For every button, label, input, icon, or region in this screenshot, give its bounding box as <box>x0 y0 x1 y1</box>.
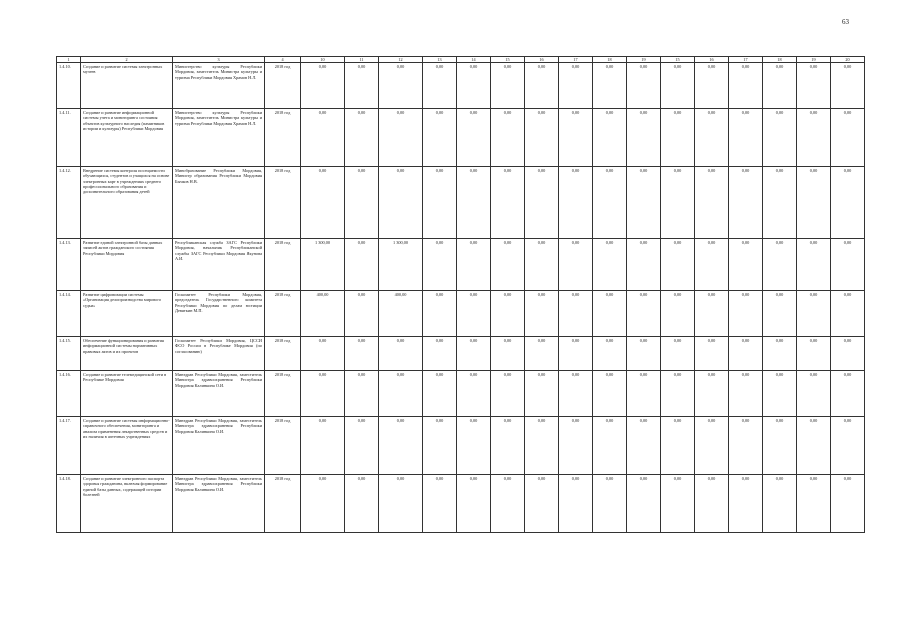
row-value-cell: 0,00 <box>457 417 491 475</box>
row-value-cell: 0,00 <box>491 371 525 417</box>
row-value-cell: 0,00 <box>457 337 491 371</box>
row-value-cell: 0,00 <box>423 109 457 167</box>
row-activity-name: Создание и развитие системы электронных музеев <box>81 63 173 109</box>
row-value-cell: 0,00 <box>831 63 865 109</box>
row-value-cell: 0,00 <box>345 291 379 337</box>
row-value-cell: 0,00 <box>559 475 593 533</box>
row-value-cell: 0,00 <box>525 291 559 337</box>
row-value-cell: 0,00 <box>559 291 593 337</box>
row-value-cell: 0,00 <box>797 239 831 291</box>
row-year: 2018 год <box>265 239 301 291</box>
row-value-cell: 0,00 <box>593 167 627 239</box>
row-value-cell: 0,00 <box>593 337 627 371</box>
row-value-cell: 0,00 <box>627 337 661 371</box>
row-activity-name: Внедрение системы контроля посещаемости обучающихся, студентов и учащихся на основе электронных карт в учреждениях среднего профессионального образования и дополнительного образования детей <box>81 167 173 239</box>
row-responsible: Минздрав Республики Мордовия, заместитель Министра здравоохранения Республики Мордовия Калинкина О.И. <box>173 371 265 417</box>
table-row <box>57 475 865 533</box>
row-responsible: Республиканская служба ЗАГС Республики Мордовия, начальник Республиканской службы ЗАГС Республики Мордовия Якунова А.И. <box>173 239 265 291</box>
column-number-cell: 11 <box>345 57 379 63</box>
row-value-cell: 0,00 <box>301 475 345 533</box>
row-code: 1.4.17. <box>57 417 81 475</box>
row-value-cell: 0,00 <box>627 291 661 337</box>
row-value-cell: 0,00 <box>457 371 491 417</box>
row-value-cell: 0,00 <box>797 109 831 167</box>
row-value-cell: 0,00 <box>797 475 831 533</box>
row-value-cell: 0,00 <box>301 417 345 475</box>
row-value-cell: 0,00 <box>559 167 593 239</box>
row-value-cell: 0,00 <box>695 63 729 109</box>
column-number-cell: 15 <box>491 57 525 63</box>
row-value-cell: 0,00 <box>593 63 627 109</box>
row-value-cell: 0,00 <box>301 63 345 109</box>
row-responsible: Минобразование Республики Мордовия, Министр образования Республики Мордовия Бычков Н.В. <box>173 167 265 239</box>
row-value-cell: 0,00 <box>525 417 559 475</box>
row-value-cell: 0,00 <box>345 475 379 533</box>
table-row <box>57 417 865 475</box>
row-value-cell: 0,00 <box>423 239 457 291</box>
row-value-cell: 0,00 <box>661 475 695 533</box>
row-activity-name: Создание и развитие системы информационно-справочного обеспечения, мониторинга и анализа применения лекарственных средств и их наличия в аптечных учреждениях <box>81 417 173 475</box>
row-value-cell: 0,00 <box>379 371 423 417</box>
row-year: 2018 год <box>265 417 301 475</box>
row-year: 2018 год <box>265 475 301 533</box>
table-row <box>57 337 865 371</box>
row-responsible: Госкомитет Республики Мордовия, председатель Государственного комитета Республики Мордовия по делам юстиции Девяткин М.П. <box>173 291 265 337</box>
row-value-cell: 0,00 <box>559 109 593 167</box>
row-value-cell: 0,00 <box>423 475 457 533</box>
row-value-cell: 0,00 <box>831 109 865 167</box>
row-value-cell: 0,00 <box>559 239 593 291</box>
row-value-cell: 0,00 <box>423 371 457 417</box>
row-value-cell: 0,00 <box>559 417 593 475</box>
row-value-cell: 0,00 <box>559 371 593 417</box>
table-row <box>57 167 865 239</box>
row-value-cell: 0,00 <box>457 475 491 533</box>
row-code: 1.4.16. <box>57 371 81 417</box>
row-value-cell: 0,00 <box>423 167 457 239</box>
column-number-cell: 18 <box>593 57 627 63</box>
table-row <box>57 63 865 109</box>
row-year: 2018 год <box>265 167 301 239</box>
row-responsible: Госкомитет Республики Мордовия, ЦССИ ФСО России в Республике Мордовия (по согласованию) <box>173 337 265 371</box>
row-value-cell: 0,00 <box>379 417 423 475</box>
row-value-cell: 0,00 <box>525 109 559 167</box>
row-value-cell: 0,00 <box>797 291 831 337</box>
row-value-cell: 0,00 <box>695 417 729 475</box>
row-value-cell: 0,00 <box>345 239 379 291</box>
table-row <box>57 109 865 167</box>
row-value-cell: 0,00 <box>831 239 865 291</box>
row-value-cell: 0,00 <box>763 337 797 371</box>
row-value-cell: 0,00 <box>301 109 345 167</box>
row-value-cell: 0,00 <box>695 371 729 417</box>
row-activity-name: Создание и развитие телемедицинской сети в Республике Мордовия <box>81 371 173 417</box>
row-value-cell: 0,00 <box>593 371 627 417</box>
row-value-cell: 0,00 <box>593 239 627 291</box>
row-responsible: Минздрав Республики Мордовия, заместитель Министра здравоохранения Республики Мордовия Калинкина О.И. <box>173 417 265 475</box>
row-value-cell: 0,00 <box>627 109 661 167</box>
row-value-cell: 0,00 <box>379 109 423 167</box>
row-value-cell: 0,00 <box>491 109 525 167</box>
row-code: 1.4.15. <box>57 337 81 371</box>
row-value-cell: 0,00 <box>763 167 797 239</box>
row-value-cell: 0,00 <box>729 371 763 417</box>
row-value-cell: 0,00 <box>457 291 491 337</box>
column-number-cell: 2 <box>81 57 173 63</box>
row-value-cell: 0,00 <box>379 63 423 109</box>
row-value-cell: 0,00 <box>345 109 379 167</box>
column-number-cell: 20 <box>831 57 865 63</box>
row-year: 2018 год <box>265 371 301 417</box>
column-number-cell: 18 <box>763 57 797 63</box>
row-value-cell: 0,00 <box>763 239 797 291</box>
row-value-cell: 0,00 <box>831 167 865 239</box>
row-value-cell: 0,00 <box>729 167 763 239</box>
row-activity-name: Развитие цифровизации системы «Организация делопроизводства мирового судьи» <box>81 291 173 337</box>
row-value-cell: 0,00 <box>525 63 559 109</box>
row-value-cell: 0,00 <box>627 371 661 417</box>
row-value-cell: 0,00 <box>831 291 865 337</box>
column-number-cell: 13 <box>423 57 457 63</box>
row-value-cell: 0,00 <box>491 167 525 239</box>
column-number-cell: 19 <box>797 57 831 63</box>
row-value-cell: 0,00 <box>301 167 345 239</box>
row-year: 2018 год <box>265 291 301 337</box>
table-row <box>57 371 865 417</box>
row-value-cell: 0,00 <box>423 337 457 371</box>
row-value-cell: 0,00 <box>763 291 797 337</box>
row-value-cell: 0,00 <box>491 337 525 371</box>
row-responsible: Министерство культуры Республики Мордовия, заместитель Министра культуры и туризма Республики Мордовия Храмов Н.Л. <box>173 109 265 167</box>
row-value-cell: 0,00 <box>379 475 423 533</box>
row-value-cell: 0,00 <box>695 109 729 167</box>
row-value-cell: 0,00 <box>301 337 345 371</box>
row-code: 1.4.12. <box>57 167 81 239</box>
row-value-cell: 0,00 <box>627 63 661 109</box>
row-code: 1.4.10. <box>57 63 81 109</box>
row-value-cell: 0,00 <box>345 417 379 475</box>
row-value-cell: 0,00 <box>457 239 491 291</box>
row-value-cell: 0,00 <box>457 63 491 109</box>
row-value-cell: 0,00 <box>729 239 763 291</box>
row-value-cell: 0,00 <box>797 371 831 417</box>
column-number-cell: 12 <box>379 57 423 63</box>
column-number-cell: 14 <box>457 57 491 63</box>
row-value-cell: 0,00 <box>559 337 593 371</box>
row-value-cell: 0,00 <box>661 167 695 239</box>
row-value-cell: 0,00 <box>345 63 379 109</box>
row-value-cell: 0,00 <box>661 63 695 109</box>
row-value-cell: 0,00 <box>763 417 797 475</box>
row-activity-name: Создание и развитие информационной системы учета и мониторинга состояния объектов культурного наследия (памятников истории и культуры) Республики Мордовия <box>81 109 173 167</box>
row-value-cell: 0,00 <box>797 337 831 371</box>
row-value-cell: 0,00 <box>831 371 865 417</box>
row-value-cell: 400,00 <box>301 291 345 337</box>
row-value-cell: 0,00 <box>423 291 457 337</box>
row-value-cell: 0,00 <box>491 239 525 291</box>
row-year: 2018 год <box>265 337 301 371</box>
row-value-cell: 0,00 <box>695 167 729 239</box>
row-value-cell: 0,00 <box>593 475 627 533</box>
row-activity-name: Обеспечение функционирования и развития информационной системы нормативных правовых актов и их проектов <box>81 337 173 371</box>
row-value-cell: 0,00 <box>627 167 661 239</box>
row-value-cell: 0,00 <box>423 417 457 475</box>
row-value-cell: 0,00 <box>831 417 865 475</box>
row-value-cell: 0,00 <box>379 167 423 239</box>
row-value-cell: 0,00 <box>379 337 423 371</box>
row-value-cell: 0,00 <box>491 291 525 337</box>
row-value-cell: 0,00 <box>729 291 763 337</box>
column-number-cell: 3 <box>173 57 265 63</box>
row-value-cell: 0,00 <box>661 417 695 475</box>
row-value-cell: 0,00 <box>345 167 379 239</box>
row-code: 1.4.13. <box>57 239 81 291</box>
column-number-cell: 19 <box>627 57 661 63</box>
row-value-cell: 0,00 <box>729 475 763 533</box>
row-value-cell: 0,00 <box>797 63 831 109</box>
row-value-cell: 400,00 <box>379 291 423 337</box>
row-value-cell: 0,00 <box>661 371 695 417</box>
row-value-cell: 0,00 <box>661 239 695 291</box>
row-value-cell: 0,00 <box>763 63 797 109</box>
table-row <box>57 239 865 291</box>
column-number-cell: 16 <box>695 57 729 63</box>
row-value-cell: 0,00 <box>525 239 559 291</box>
column-number-cell: 17 <box>559 57 593 63</box>
column-number-cell: 1 <box>57 57 81 63</box>
row-value-cell: 0,00 <box>627 475 661 533</box>
row-value-cell: 0,00 <box>627 239 661 291</box>
column-number-cell: 16 <box>525 57 559 63</box>
row-value-cell: 0,00 <box>525 475 559 533</box>
row-value-cell: 0,00 <box>695 475 729 533</box>
row-value-cell: 0,00 <box>525 167 559 239</box>
row-value-cell: 0,00 <box>345 337 379 371</box>
row-value-cell: 0,00 <box>763 475 797 533</box>
row-value-cell: 0,00 <box>491 475 525 533</box>
row-value-cell: 0,00 <box>491 63 525 109</box>
row-activity-name: Создание и развитие электронного паспорта здоровья гражданина, включая формирование единой базы данных, содержащей истории болезней <box>81 475 173 533</box>
column-number-cell: 17 <box>729 57 763 63</box>
row-value-cell: 0,00 <box>831 337 865 371</box>
row-value-cell: 0,00 <box>661 291 695 337</box>
row-value-cell: 0,00 <box>729 337 763 371</box>
row-activity-name: Развитие единой электронной базы данных записей актов гражданского состояния Республики Мордовия <box>81 239 173 291</box>
row-value-cell: 0,00 <box>763 109 797 167</box>
row-value-cell: 0,00 <box>525 371 559 417</box>
row-year: 2018 год <box>265 109 301 167</box>
row-value-cell: 0,00 <box>593 109 627 167</box>
row-year: 2018 год <box>265 63 301 109</box>
program-table <box>56 56 865 533</box>
row-value-cell: 0,00 <box>729 63 763 109</box>
row-value-cell: 0,00 <box>797 417 831 475</box>
page-number: 63 <box>842 18 849 26</box>
column-number-cell: 10 <box>301 57 345 63</box>
row-value-cell: 0,00 <box>661 337 695 371</box>
table-row <box>57 291 865 337</box>
row-code: 1.4.11. <box>57 109 81 167</box>
row-value-cell: 0,00 <box>763 371 797 417</box>
row-value-cell: 0,00 <box>457 167 491 239</box>
column-number-cell: 4 <box>265 57 301 63</box>
row-value-cell: 0,00 <box>695 291 729 337</box>
row-value-cell: 0,00 <box>559 63 593 109</box>
row-value-cell: 0,00 <box>729 417 763 475</box>
column-number-cell: 15 <box>661 57 695 63</box>
row-value-cell: 1 300,00 <box>301 239 345 291</box>
row-value-cell: 0,00 <box>831 475 865 533</box>
row-code: 1.4.18. <box>57 475 81 533</box>
row-value-cell: 0,00 <box>797 167 831 239</box>
row-value-cell: 0,00 <box>627 417 661 475</box>
row-code: 1.4.14. <box>57 291 81 337</box>
row-responsible: Минздрав Республики Мордовия, заместитель Министра здравоохранения Республики Мордовия Калинкина О.И. <box>173 475 265 533</box>
row-value-cell: 0,00 <box>491 417 525 475</box>
row-value-cell: 0,00 <box>423 63 457 109</box>
row-value-cell: 0,00 <box>661 109 695 167</box>
row-value-cell: 0,00 <box>301 371 345 417</box>
row-value-cell: 0,00 <box>593 291 627 337</box>
row-value-cell: 0,00 <box>729 109 763 167</box>
row-value-cell: 0,00 <box>695 239 729 291</box>
row-responsible: Министерство культуры Республики Мордовия, заместитель Министра культуры и туризма Республики Мордовия Храмов Н.Л. <box>173 63 265 109</box>
row-value-cell: 1 300,00 <box>379 239 423 291</box>
row-value-cell: 0,00 <box>695 337 729 371</box>
row-value-cell: 0,00 <box>593 417 627 475</box>
row-value-cell: 0,00 <box>457 109 491 167</box>
row-value-cell: 0,00 <box>345 371 379 417</box>
row-value-cell: 0,00 <box>525 337 559 371</box>
